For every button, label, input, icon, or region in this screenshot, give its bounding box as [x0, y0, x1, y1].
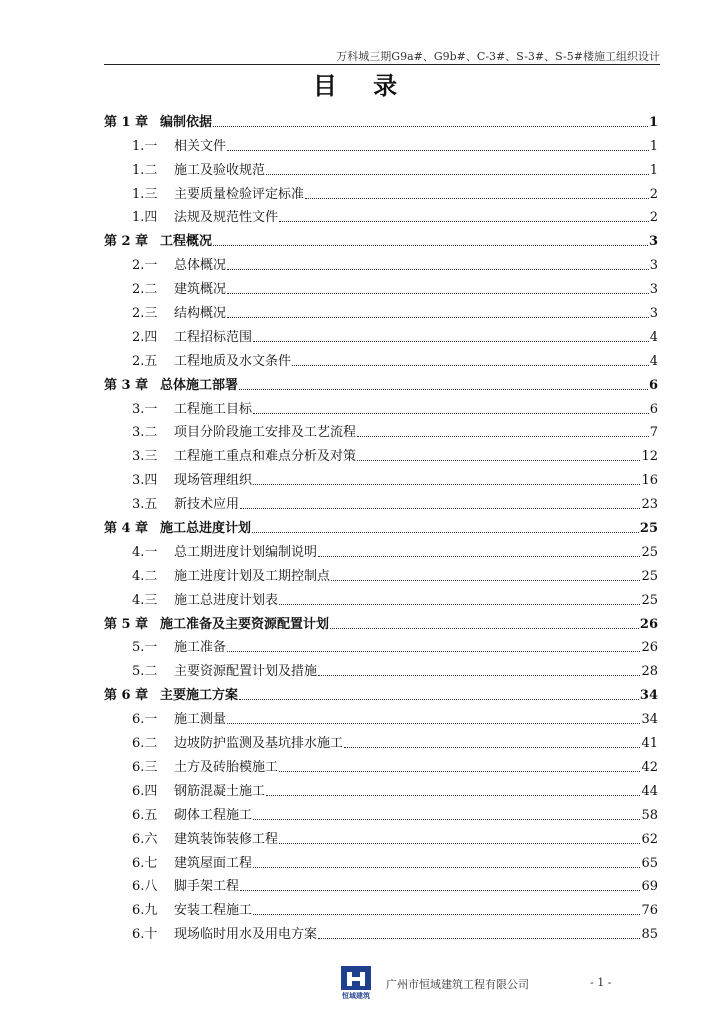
toc-entry-title: 主要施工方案 — [160, 688, 239, 704]
toc-entry-title: 施工总进度计划 — [160, 521, 252, 537]
toc-entry-title: 工程概况 — [160, 234, 213, 250]
toc-leader-dots — [330, 627, 639, 629]
toc-entry-title: 安装工程施工 — [174, 903, 253, 919]
toc-leader-dots — [279, 603, 640, 605]
toc-section-row — [104, 346, 658, 370]
toc-section-row — [104, 489, 658, 513]
toc-section-row — [104, 322, 658, 346]
toc-leader-dots — [357, 435, 649, 437]
toc-entry-page: 3 — [649, 306, 658, 322]
toc-entry-page: 2 — [649, 186, 658, 202]
toc-entry-title: 建筑屋面工程 — [174, 855, 253, 871]
toc-entry-number: 第 5 章 — [104, 616, 149, 632]
toc-entry-title: 工程施工重点和难点分析及对策 — [174, 449, 357, 465]
toc-section-row — [104, 418, 658, 442]
toc-entry-page: 25 — [641, 568, 658, 584]
toc-entry-number: 6.七 — [132, 855, 158, 871]
toc-entry-number: 2.三 — [132, 306, 158, 322]
toc-entry-page: 6 — [648, 377, 658, 393]
toc-entry-title: 施工及验收规范 — [174, 162, 266, 178]
toc-leader-dots — [279, 220, 649, 222]
toc-entry-page: 1 — [649, 138, 658, 154]
toc-entry-number: 3.二 — [132, 425, 158, 441]
toc-entry-title: 主要质量检验评定标准 — [174, 186, 305, 202]
toc-entry-title: 现场管理组织 — [174, 473, 253, 489]
toc-entry-page: 41 — [641, 736, 658, 752]
company-name: 广州市恒域建筑工程有限公司 — [386, 978, 529, 991]
toc-entry-page: 69 — [641, 879, 658, 895]
toc-leader-dots — [253, 483, 640, 485]
company-logo — [338, 966, 374, 1000]
toc-leader-dots — [227, 292, 649, 294]
toc-section-row — [104, 585, 658, 609]
toc-leader-dots — [253, 818, 640, 820]
toc-entry-page: 26 — [641, 640, 658, 656]
toc-section-row — [104, 895, 658, 919]
toc-entry-number: 4.二 — [132, 568, 158, 584]
toc-entry-title: 相关文件 — [174, 138, 227, 154]
toc-chapter-row — [104, 680, 658, 704]
toc-entry-title: 砌体工程施工 — [174, 807, 253, 823]
toc-entry-page: 25 — [641, 592, 658, 608]
toc-section-row — [104, 131, 658, 155]
toc-entry-page: 65 — [641, 855, 658, 871]
toc-entry-page: 16 — [641, 473, 658, 489]
toc-section-row — [104, 561, 658, 585]
toc-chapter-row — [104, 107, 658, 131]
toc-leader-dots — [227, 268, 649, 270]
toc-section-row — [104, 872, 658, 896]
toc-entry-title: 施工准备 — [174, 640, 227, 656]
toc-entry-page: 34 — [641, 712, 658, 728]
toc-entry-title: 总体概况 — [174, 258, 227, 274]
toc-entry-title: 编制依据 — [160, 114, 213, 130]
toc-leader-dots — [213, 244, 648, 246]
toc-entry-title: 现场临时用水及用电方案 — [174, 927, 318, 943]
toc-chapter-row — [104, 370, 658, 394]
toc-entry-title: 新技术应用 — [174, 497, 240, 513]
page-number: - 1 - — [590, 976, 612, 989]
toc-leader-dots — [318, 555, 640, 557]
toc-entry-number: 第 1 章 — [104, 114, 149, 130]
toc-section-row — [104, 179, 658, 203]
toc-entry-number: 2.五 — [132, 353, 158, 369]
toc-entry-number: 2.二 — [132, 282, 158, 298]
toc-leader-dots — [227, 722, 640, 724]
toc-entry-number: 第 4 章 — [104, 521, 149, 537]
toc-leader-dots — [227, 316, 649, 318]
toc-leader-dots — [266, 794, 640, 796]
toc-chapter-row — [104, 513, 658, 537]
toc-entry-page: 4 — [649, 329, 658, 345]
toc-entry-page: 3 — [649, 258, 658, 274]
toc-leader-dots — [331, 579, 640, 581]
toc-entry-title: 工程施工目标 — [174, 401, 253, 417]
toc-entry-page: 7 — [649, 425, 658, 441]
toc-section-row — [104, 155, 658, 179]
toc-leader-dots — [292, 364, 649, 366]
toc-leader-dots — [240, 507, 640, 509]
toc-entry-number: 6.四 — [132, 783, 158, 799]
toc-entry-number: 3.三 — [132, 449, 158, 465]
toc-section-row — [104, 919, 658, 943]
toc-entry-page: 85 — [641, 927, 658, 943]
toc-entry-page: 3 — [648, 234, 658, 250]
toc-entry-number: 6.六 — [132, 831, 158, 847]
toc-entry-number: 1.四 — [132, 210, 158, 226]
toc-entry-page: 25 — [641, 544, 658, 560]
toc-entry-number: 第 2 章 — [104, 234, 149, 250]
toc-entry-title: 土方及砖胎模施工 — [174, 759, 279, 775]
toc-entry-number: 1.三 — [132, 186, 158, 202]
toc-entry-page: 1 — [649, 162, 658, 178]
toc-entry-title: 施工总进度计划表 — [174, 592, 279, 608]
toc-entry-page: 12 — [641, 449, 658, 465]
toc-entry-number: 5.二 — [132, 664, 158, 680]
toc-entry-page: 3 — [649, 282, 658, 298]
toc-entry-title: 总体施工部署 — [160, 377, 239, 393]
toc-entry-title: 建筑概况 — [174, 282, 227, 298]
toc-entry-page: 62 — [641, 831, 658, 847]
toc-leader-dots — [253, 340, 649, 342]
header-title: 万科城三期G9a#、G9b#、C-3#、S-3#、S-5#楼施工组织设计 — [336, 50, 660, 63]
toc-entry-title: 施工准备及主要资源配置计划 — [160, 616, 330, 632]
toc-entry-page: 25 — [639, 521, 658, 537]
toc-leader-dots — [213, 125, 648, 127]
toc-entry-number: 6.九 — [132, 903, 158, 919]
toc-entry-number: 6.十 — [132, 927, 158, 943]
toc-entry-title: 建筑装饰装修工程 — [174, 831, 279, 847]
toc-leader-dots — [253, 866, 640, 868]
toc-entry-page: 4 — [649, 353, 658, 369]
toc-entry-number: 2.一 — [132, 258, 158, 274]
toc-leader-dots — [318, 937, 640, 939]
toc-entry-title: 脚手架工程 — [174, 879, 240, 895]
toc-leader-dots — [253, 412, 649, 414]
toc-entry-page: 23 — [641, 497, 658, 513]
toc-leader-dots — [344, 746, 640, 748]
toc-entry-page: 76 — [641, 903, 658, 919]
toc-entry-number: 第 6 章 — [104, 688, 149, 704]
toc-entry-page: 2 — [649, 210, 658, 226]
toc-leader-dots — [266, 173, 649, 175]
toc-section-row — [104, 394, 658, 418]
toc-section-row — [104, 776, 658, 800]
toc-section-row — [104, 704, 658, 728]
toc-leader-dots — [279, 770, 640, 772]
toc-entry-page: 34 — [639, 688, 658, 704]
toc-section-row — [104, 298, 658, 322]
toc-entry-page: 26 — [639, 616, 658, 632]
toc-entry-number: 3.一 — [132, 401, 158, 417]
toc-section-row — [104, 250, 658, 274]
toc-chapter-row — [104, 226, 658, 250]
toc-entry-title: 工程地质及水文条件 — [174, 353, 292, 369]
toc-chapter-row — [104, 609, 658, 633]
toc-entry-number: 6.二 — [132, 736, 158, 752]
toc-leader-dots — [227, 650, 640, 652]
toc-entry-title: 主要资源配置计划及措施 — [174, 664, 318, 680]
toc-entry-page: 44 — [641, 783, 658, 799]
toc-section-row — [104, 441, 658, 465]
toc-leader-dots — [239, 388, 648, 390]
toc-entry-title: 结构概况 — [174, 306, 227, 322]
toc-entry-page: 28 — [641, 664, 658, 680]
toc-entry-page: 6 — [649, 401, 658, 417]
toc-entry-number: 1.一 — [132, 138, 158, 154]
toc-entry-title: 钢筋混凝土施工 — [174, 783, 266, 799]
toc-entry-title: 工程招标范围 — [174, 329, 253, 345]
toc-entry-number: 第 3 章 — [104, 377, 149, 393]
toc-section-row — [104, 537, 658, 561]
table-of-contents — [104, 107, 658, 943]
toc-section-row — [104, 848, 658, 872]
toc-entry-number: 2.四 — [132, 329, 158, 345]
toc-leader-dots — [239, 698, 639, 700]
toc-section-row — [104, 465, 658, 489]
toc-leader-dots — [279, 842, 640, 844]
toc-section-row — [104, 800, 658, 824]
toc-entry-number: 6.五 — [132, 807, 158, 823]
toc-entry-page: 42 — [641, 759, 658, 775]
toc-entry-title: 施工测量 — [174, 712, 227, 728]
toc-leader-dots — [227, 149, 649, 151]
toc-entry-title: 项目分阶段施工安排及工艺流程 — [174, 425, 357, 441]
toc-section-row — [104, 752, 658, 776]
toc-entry-number: 6.一 — [132, 712, 158, 728]
toc-section-row — [104, 824, 658, 848]
toc-entry-number: 1.二 — [132, 162, 158, 178]
page-header — [104, 46, 660, 65]
toc-leader-dots — [357, 459, 640, 461]
toc-section-row — [104, 203, 658, 227]
toc-section-row — [104, 728, 658, 752]
toc-entry-page: 58 — [641, 807, 658, 823]
page-footer — [0, 966, 724, 1000]
toc-entry-number: 5.一 — [132, 640, 158, 656]
page-title: 目 录 — [312, 71, 412, 100]
toc-entry-title: 法规及规范性文件 — [174, 210, 279, 226]
logo-text: 恒域建筑 — [342, 992, 370, 1000]
toc-entry-title: 施工进度计划及工期控制点 — [174, 568, 331, 584]
toc-entry-number: 3.五 — [132, 497, 158, 513]
toc-entry-title: 边坡防护监测及基坑排水施工 — [174, 736, 344, 752]
toc-entry-title: 总工期进度计划编制说明 — [174, 544, 318, 560]
toc-entry-number: 3.四 — [132, 473, 158, 489]
toc-section-row — [104, 633, 658, 657]
toc-leader-dots — [318, 674, 640, 676]
toc-leader-dots — [252, 531, 639, 533]
toc-entry-page: 1 — [648, 114, 658, 130]
toc-leader-dots — [305, 197, 649, 199]
toc-leader-dots — [253, 913, 640, 915]
toc-leader-dots — [240, 889, 640, 891]
toc-entry-number: 6.三 — [132, 759, 158, 775]
toc-section-row — [104, 274, 658, 298]
toc-entry-number: 6.八 — [132, 879, 158, 895]
toc-entry-number: 4.一 — [132, 544, 158, 560]
toc-entry-number: 4.三 — [132, 592, 158, 608]
toc-section-row — [104, 656, 658, 680]
